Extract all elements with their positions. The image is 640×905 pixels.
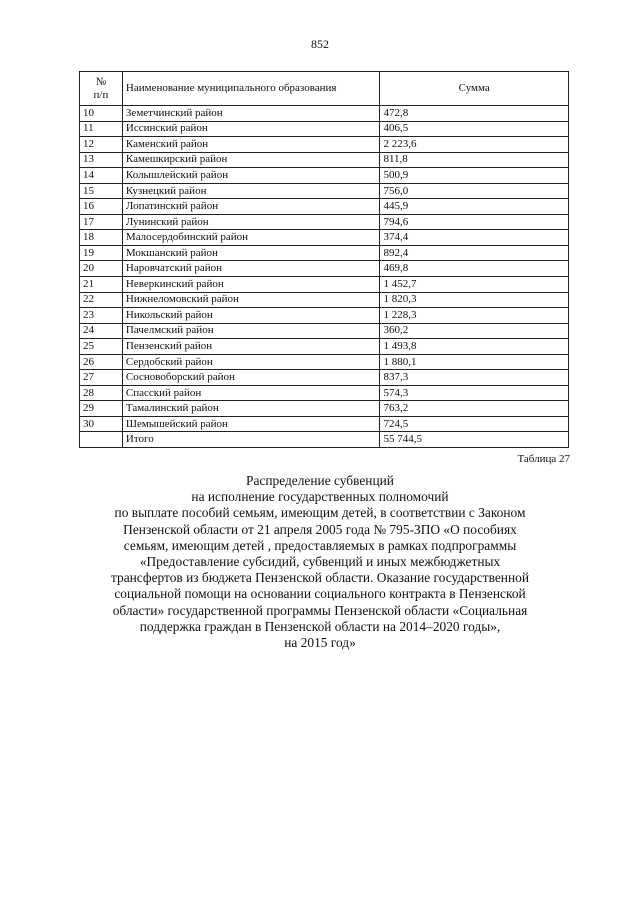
- row-name: Сосновоборский район: [122, 370, 380, 386]
- row-number: 10: [80, 106, 123, 122]
- row-sum: 469,8: [380, 261, 569, 277]
- row-number: 29: [80, 401, 123, 417]
- table-row: [80, 292, 569, 308]
- table-body: [80, 106, 569, 448]
- row-sum: 1 493,8: [380, 339, 569, 355]
- row-sum: 360,2: [380, 323, 569, 339]
- row-name: Лопатинский район: [122, 199, 380, 215]
- row-sum: 837,3: [380, 370, 569, 386]
- section-heading: [60, 473, 580, 651]
- row-sum: 811,8: [380, 152, 569, 168]
- row-sum: 2 223,6: [380, 137, 569, 153]
- heading-line: социальной помощи на основании социального контракта в Пензенской: [114, 586, 526, 602]
- table-row: [80, 339, 569, 355]
- table-row: [80, 183, 569, 199]
- heading-line: «Предоставление субсидий, субвенций и иных межбюджетных: [139, 554, 501, 570]
- table-row: [80, 168, 569, 184]
- table-row: [80, 385, 569, 401]
- row-name: Тамалинский район: [122, 401, 380, 417]
- table-header-row: [80, 72, 569, 106]
- heading-line: на исполнение государственных полномочий: [191, 489, 449, 505]
- row-sum: 1 228,3: [380, 308, 569, 324]
- table-row: [80, 106, 569, 122]
- table-row: [80, 277, 569, 293]
- row-number: 16: [80, 199, 123, 215]
- row-name: Камешкирский район: [122, 152, 380, 168]
- row-sum: 763,2: [380, 401, 569, 417]
- row-sum: 1 820,3: [380, 292, 569, 308]
- table-label: Таблица 27: [517, 453, 570, 465]
- row-sum: 892,4: [380, 245, 569, 261]
- table-row: [80, 354, 569, 370]
- heading-line: Пензенской области от 21 апреля 2005 года № 795-ЗПО «О пособиях: [123, 521, 517, 537]
- row-sum: 445,9: [380, 199, 569, 215]
- heading-line: семьям, имеющим детей , предоставляемых в рамках подпрограммы: [123, 537, 517, 553]
- table-row: [80, 401, 569, 417]
- row-name: Колышлейский район: [122, 168, 380, 184]
- row-number: 28: [80, 385, 123, 401]
- row-sum: 500,9: [380, 168, 569, 184]
- row-name: Малосердобинский район: [122, 230, 380, 246]
- table-row: [80, 261, 569, 277]
- header-name: Наименование муниципального образования: [122, 72, 380, 106]
- header-sum: Сумма: [380, 72, 569, 106]
- table-row: [80, 245, 569, 261]
- table-row: [80, 152, 569, 168]
- heading-line: трансфертов из бюджета Пензенской области. Оказание государственной: [110, 570, 529, 586]
- row-number: 21: [80, 277, 123, 293]
- heading-line: Распределение субвенций: [246, 473, 394, 488]
- row-name: Спасский район: [122, 385, 380, 401]
- row-number: 18: [80, 230, 123, 246]
- row-name: Земетчинский район: [122, 106, 380, 122]
- subsidy-table: [79, 71, 569, 448]
- table-row: [80, 230, 569, 246]
- header-number: [80, 72, 123, 106]
- row-sum: 724,5: [380, 416, 569, 432]
- row-name: Итого: [122, 432, 380, 448]
- heading-line: по выплате пособий семьям, имеющим детей, в соответствии с Законом: [114, 505, 526, 521]
- row-number: 19: [80, 245, 123, 261]
- row-name: Иссинский район: [122, 121, 380, 137]
- row-sum: 374,4: [380, 230, 569, 246]
- row-sum: 1 452,7: [380, 277, 569, 293]
- row-name: Неверкинский район: [122, 277, 380, 293]
- row-number: 17: [80, 214, 123, 230]
- row-name: Мокшанский район: [122, 245, 380, 261]
- row-sum: 756,0: [380, 183, 569, 199]
- row-number: 15: [80, 183, 123, 199]
- row-sum: 1 880,1: [380, 354, 569, 370]
- row-sum: 55 744,5: [380, 432, 569, 448]
- row-number: 26: [80, 354, 123, 370]
- row-name: Каменский район: [122, 137, 380, 153]
- heading-line: поддержка граждан в Пензенской области на 2014–2020 годы»,: [139, 618, 501, 634]
- table-row: [80, 308, 569, 324]
- row-number: [80, 432, 123, 448]
- table-row: [80, 137, 569, 153]
- row-name: Кузнецкий район: [122, 183, 380, 199]
- row-sum: 406,5: [380, 121, 569, 137]
- table-row: [80, 214, 569, 230]
- row-number: 12: [80, 137, 123, 153]
- row-sum: 574,3: [380, 385, 569, 401]
- table-row: [80, 323, 569, 339]
- page-number: 852: [311, 37, 329, 51]
- row-number: 22: [80, 292, 123, 308]
- row-number: 24: [80, 323, 123, 339]
- row-name: Шемышейский район: [122, 416, 380, 432]
- row-name: Пензенский район: [122, 339, 380, 355]
- row-name: Нижнеломовский район: [122, 292, 380, 308]
- row-name: Никольский район: [122, 308, 380, 324]
- row-sum: 794,6: [380, 214, 569, 230]
- header-number-line1: №: [95, 75, 107, 88]
- header-number-line2: п/п: [93, 88, 109, 101]
- table-row: [80, 121, 569, 137]
- row-number: 25: [80, 339, 123, 355]
- row-sum: 472,8: [380, 106, 569, 122]
- table-row: [80, 432, 569, 448]
- row-name: Пачелмский район: [122, 323, 380, 339]
- row-name: Сердобский район: [122, 354, 380, 370]
- row-name: Лунинский район: [122, 214, 380, 230]
- row-number: 30: [80, 416, 123, 432]
- row-number: 14: [80, 168, 123, 184]
- table-row: [80, 199, 569, 215]
- row-number: 13: [80, 152, 123, 168]
- row-number: 11: [80, 121, 123, 137]
- row-name: Наровчатский район: [122, 261, 380, 277]
- table-row: [80, 370, 569, 386]
- heading-line: области» государственной программы Пензенской области «Социальная: [112, 602, 528, 618]
- row-number: 20: [80, 261, 123, 277]
- row-number: 23: [80, 308, 123, 324]
- row-number: 27: [80, 370, 123, 386]
- table-row: [80, 416, 569, 432]
- heading-line: на 2015 год»: [284, 635, 356, 651]
